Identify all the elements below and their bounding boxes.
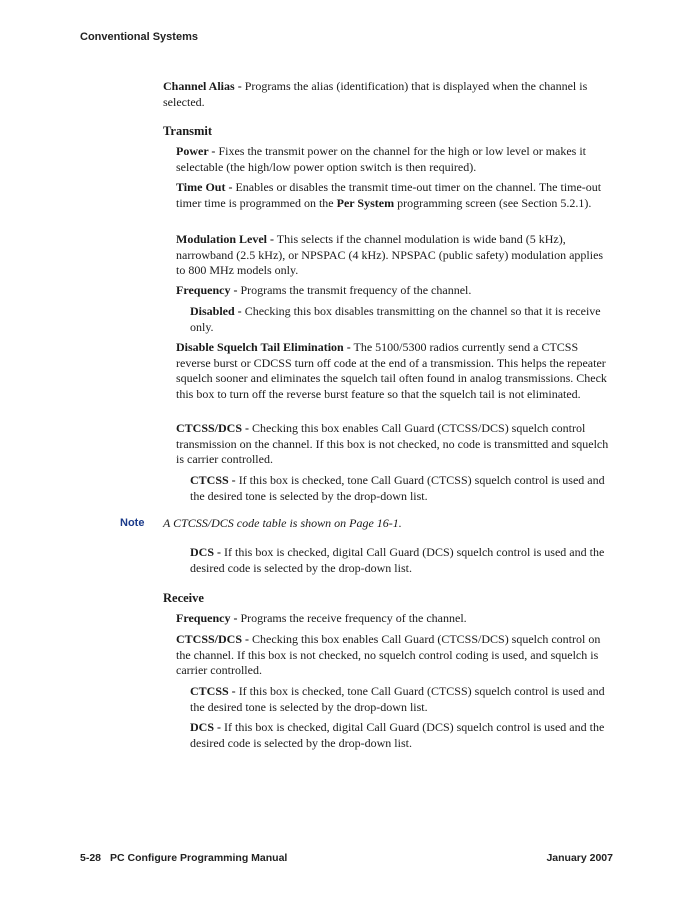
squelch-tail-text: The 5100/5300 radios currently send a CTCSS reverse burst or CDCSS turn off code at the end of a transmission. This helps the repeater squelch sooner and eliminates the squelch tail often found in analog transmissions. Check this box to turn off the reverse burst feature so that the squelch tail is not eliminated. [176,340,607,401]
ctcss-tx-text: If this box is checked, tone Call Guard (CTCSS) squelch control is used and the desired tone is selected by the drop-down list. [190,473,605,503]
note-label: Note [120,517,145,529]
footer-title: PC Configure Programming Manual [110,852,288,864]
disabled-term: Disabled - [190,304,242,318]
modulation-text: This selects if the channel modulation is wide band (5 kHz), narrowband (2.5 kHz), or NPSPAC (4 kHz). NPSPAC (public safety) modulation applies to 800 MHz models only. [176,232,604,277]
dcs-tx-text: If this box is checked, digital Call Guard (DCS) squelch control is used and the desired code is selected by the drop-down list. [190,545,605,575]
dcs-rx-term: DCS - [190,720,222,734]
ctcss-dcs-rx-paragraph [176,632,615,679]
receive-heading: Receive [163,591,204,605]
dcs-rx-text: If this box is checked, digital Call Guard (DCS) squelch control is used and the desired code is selected by the drop-down list. [190,720,605,750]
frequency-rx-paragraph [176,611,467,627]
disabled-paragraph [190,304,615,335]
time-out-term: Time Out - [176,180,233,194]
time-out-paragraph [176,180,615,211]
frequency-rx-term: Frequency - [176,611,238,625]
note-text: A CTCSS/DCS code table is shown on Page 16-1. [163,516,402,530]
squelch-tail-paragraph [176,340,615,402]
frequency-tx-term: Frequency - [176,283,238,297]
frequency-tx-text: Programs the transmit frequency of the channel. [237,283,472,297]
channel-alias-paragraph [163,79,615,110]
ctcss-dcs-rx-text: Checking this box enables Call Guard (CTCSS/DCS) squelch control on the channel. If this box is not checked, no squelch control coding is used, and squelch is carrier controlled. [176,632,601,677]
ctcss-tx-term: CTCSS - [190,473,236,487]
ctcss-dcs-tx-term: CTCSS/DCS - [176,421,250,435]
per-system-term: Per System [336,195,395,210]
frequency-tx-paragraph [176,283,471,299]
channel-alias-term: Channel Alias - [163,79,242,93]
dcs-rx-paragraph [190,720,615,751]
time-out-text-b: programming screen (see Section 5.2.1). [394,195,592,210]
dcs-tx-paragraph [190,545,615,576]
power-term: Power - [176,144,216,158]
channel-alias-text: Programs the alias (identification) that is displayed when the channel is selected. [163,79,588,109]
ctcss-rx-term: CTCSS - [190,684,236,698]
disabled-text: Checking this box disables transmitting on the channel so that it is receive only. [190,304,601,334]
squelch-tail-term: Disable Squelch Tail Elimination - [176,340,351,354]
time-out-text-a: Enables or disables the transmit time-out timer on the channel. The time-out timer time is programmed on the [176,180,602,210]
running-header: Conventional Systems [80,31,198,43]
transmit-heading: Transmit [163,124,213,138]
dcs-tx-term: DCS - [190,545,222,559]
ctcss-tx-paragraph [190,473,615,504]
footer-date: January 2007 [546,852,613,864]
ctcss-dcs-rx-term: CTCSS/DCS - [176,632,250,646]
power-paragraph [176,144,615,175]
ctcss-dcs-tx-paragraph [176,421,615,468]
ctcss-dcs-tx-text: Checking this box enables Call Guard (CTCSS/DCS) squelch control transmission on the channel. If this box is not checked, no code is transmitted and squelch is carrier controlled. [176,421,609,466]
ctcss-rx-text: If this box is checked, tone Call Guard (CTCSS) squelch control is used and the desired tone is selected by the drop-down list. [190,684,605,714]
modulation-paragraph [176,232,615,279]
frequency-rx-text: Programs the receive frequency of the channel. [237,611,467,625]
footer-page-number: 5-28 [80,852,102,864]
power-text: Fixes the transmit power on the channel for the high or low level or makes it selectable (the high/low power option switch is then required). [176,144,587,174]
modulation-term: Modulation Level - [176,232,274,246]
ctcss-rx-paragraph [190,684,615,715]
